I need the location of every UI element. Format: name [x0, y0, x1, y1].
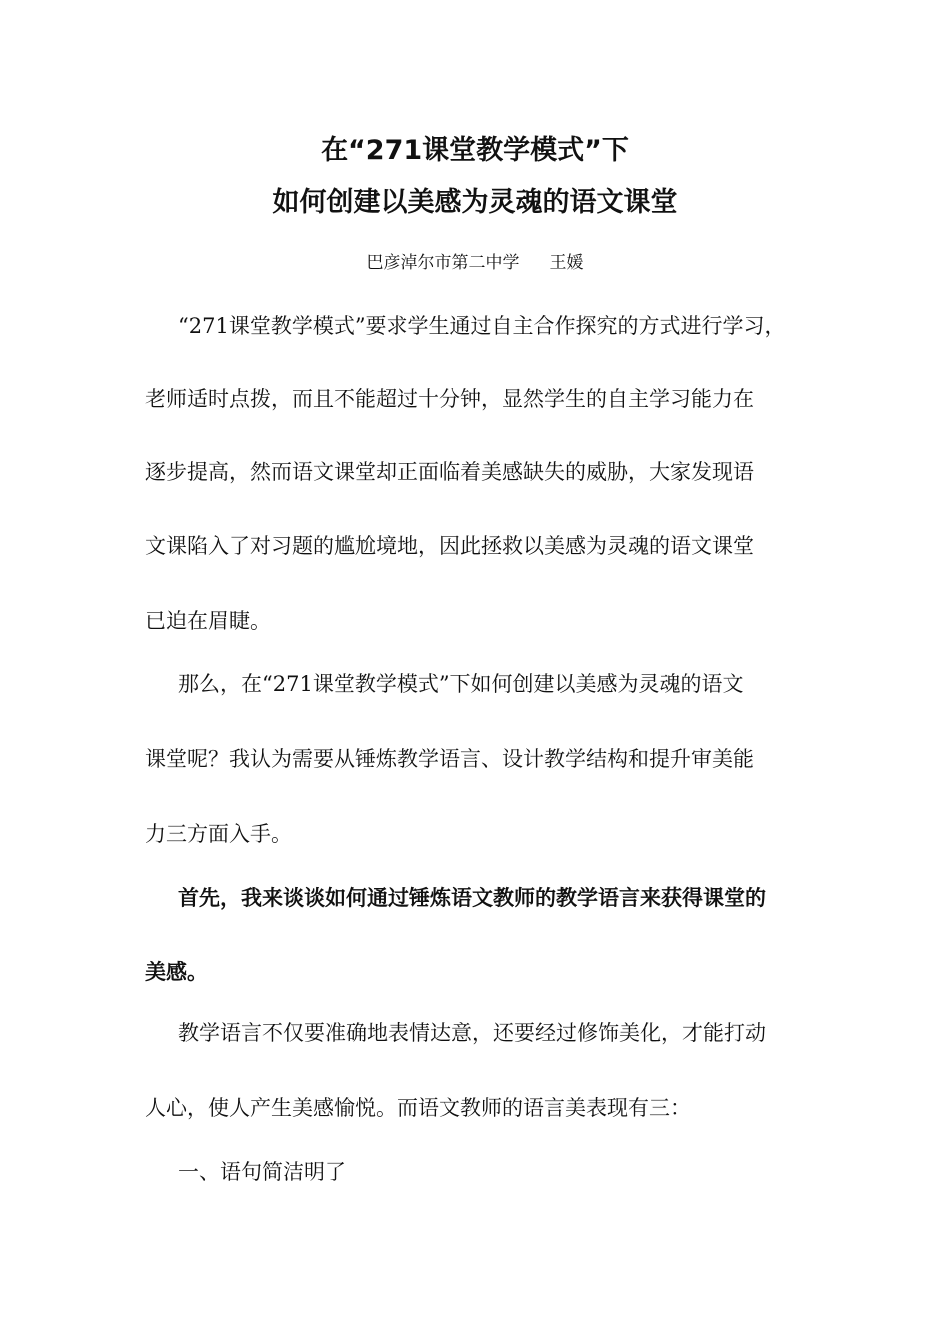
paragraph-line: 人心，使人产生美感愉悦。而语文教师的语言美表现有三：	[145, 1096, 691, 1120]
subheading-line: 一、语句简洁明了	[178, 1160, 346, 1184]
bold-heading-line: 美感。	[145, 960, 208, 984]
paragraph-line: 逐步提高，然而语文课堂却正面临着美感缺失的威胁，大家发现语	[145, 460, 754, 484]
paragraph-line: 力三方面入手。	[145, 822, 292, 846]
paragraph-line: 文课陷入了对习题的尴尬境地，因此拯救以美感为灵魂的语文课堂	[145, 534, 754, 558]
author-name: 王媛	[549, 253, 584, 273]
paragraph-line: “271课堂教学模式”要求学生通过自主合作探究的方式进行学习，	[178, 314, 786, 338]
paragraph-line: 那么，在“271课堂教学模式”下如何创建以美感为灵魂的语文	[178, 672, 744, 696]
bold-heading-line: 首先，我来谈谈如何通过锤炼语文教师的教学语言来获得课堂的	[178, 886, 766, 910]
school-name: 巴彦淖尔市第二中学	[366, 253, 520, 273]
title-line-1: 在“271课堂教学模式”下	[321, 135, 629, 166]
paragraph-line: 老师适时点拨，而且不能超过十分钟，显然学生的自主学习能力在	[145, 387, 754, 411]
title-line-2: 如何创建以美感为灵魂的语文课堂	[272, 187, 678, 218]
paragraph-line: 课堂呢？我认为需要从锤炼教学语言、设计教学结构和提升审美能	[145, 747, 754, 771]
byline	[0, 252, 950, 274]
paragraph-line: 已迫在眉睫。	[145, 609, 271, 633]
paragraph-line: 教学语言不仅要准确地表情达意，还要经过修饰美化，才能打动	[178, 1021, 766, 1045]
